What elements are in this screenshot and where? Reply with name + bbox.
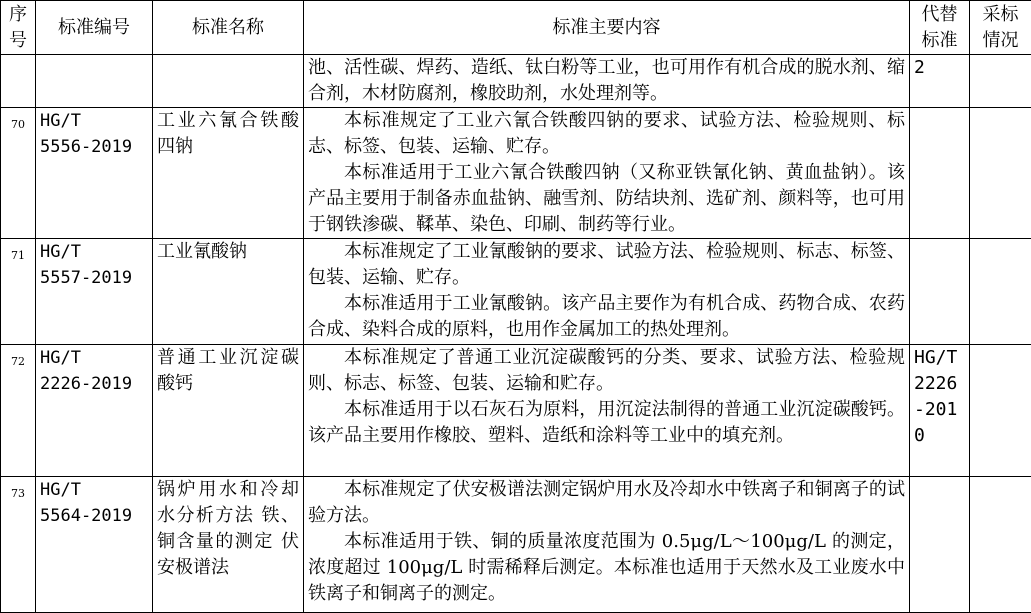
header-code: 标准编号 xyxy=(36,1,153,55)
header-seq: 序号 xyxy=(1,1,36,55)
table-row xyxy=(1,345,1031,477)
row-seq: 70 xyxy=(1,108,36,239)
row-content xyxy=(304,108,910,239)
row-name: 普通工业沉淀碳酸钙 xyxy=(153,345,304,477)
content-paragraph: 本标准适用于以石灰石为原料，用沉淀法制得的普通工业沉淀碳酸钙。该产品主要用作橡胶、塑料、造纸和涂料等工业中的填充剂。 xyxy=(308,397,905,449)
row-content xyxy=(304,239,910,345)
table-row xyxy=(1,477,1031,613)
row-adopted xyxy=(970,239,1031,345)
row-adopted xyxy=(970,55,1031,108)
table-row xyxy=(1,239,1031,345)
content-paragraph: 本标准适用于工业六氰合铁酸四钠（又称亚铁氰化钠、黄血盐钠）。该产品主要用于制备赤血盐钠、融雪剂、防结块剂、选矿剂、颜料等，也可用于钢铁渗碳、鞣革、染色、印刷、制药等行业。 xyxy=(308,160,905,238)
row-replaced: HG/T 2226 -2010 xyxy=(910,345,970,477)
row-name: 锅炉用水和冷却水分析方法 铁、铜含量的测定 伏安极谱法 xyxy=(153,477,304,613)
header-adopted: 采标情况 xyxy=(970,1,1031,55)
content-paragraph: 本标准规定了伏安极谱法测定锅炉用水及冷却水中铁离子和铜离子的试验方法。 xyxy=(308,477,905,529)
row-replaced xyxy=(910,477,970,613)
row-code xyxy=(36,55,153,108)
row-seq: 71 xyxy=(1,239,36,345)
row-seq: 73 xyxy=(1,477,36,613)
row-content xyxy=(304,477,910,613)
header-row xyxy=(1,1,1031,55)
table-row xyxy=(1,55,1031,108)
content-paragraph: 本标准适用于铁、铜的质量浓度范围为 0.5μg/L～100μg/L 的测定，浓度超过 100μg/L 时需稀释后测定。本标准也适用于天然水及工业废水中铁离子和铜离子的测定。 xyxy=(308,529,905,607)
row-name xyxy=(153,55,304,108)
content-paragraph: 本标准适用于工业氰酸钠。该产品主要作为有机合成、药物合成、农药合成、染料合成的原料，也用作金属加工的热处理剂。 xyxy=(308,291,905,343)
row-adopted xyxy=(970,477,1031,613)
row-seq xyxy=(1,55,36,108)
row-replaced: 2 xyxy=(910,55,970,108)
row-adopted xyxy=(970,108,1031,239)
header-name: 标准名称 xyxy=(153,1,304,55)
row-code: HG/T 2226-2019 xyxy=(36,345,153,477)
row-code: HG/T 5557-2019 xyxy=(36,239,153,345)
header-replaced: 代替标准 xyxy=(910,1,970,55)
content-paragraph: 本标准规定了工业六氰合铁酸四钠的要求、试验方法、检验规则、标志、标签、包装、运输、贮存。 xyxy=(308,108,905,160)
content-paragraph: 池、活性碳、焊药、造纸、钛白粉等工业，也可用作有机合成的脱水剂、缩合剂，木材防腐剂，橡胶助剂，水处理剂等。 xyxy=(308,55,905,107)
row-code: HG/T 5556-2019 xyxy=(36,108,153,239)
row-replaced xyxy=(910,108,970,239)
row-code: HG/T 5564-2019 xyxy=(36,477,153,613)
header-content: 标准主要内容 xyxy=(304,1,910,55)
row-name: 工业六氰合铁酸四钠 xyxy=(153,108,304,239)
table-row xyxy=(1,108,1031,239)
row-content xyxy=(304,345,910,477)
row-replaced xyxy=(910,239,970,345)
content-paragraph: 本标准规定了普通工业沉淀碳酸钙的分类、要求、试验方法、检验规则、标志、标签、包装、运输和贮存。 xyxy=(308,345,905,397)
row-adopted xyxy=(970,345,1031,477)
row-name: 工业氰酸钠 xyxy=(153,239,304,345)
row-seq: 72 xyxy=(1,345,36,477)
row-content xyxy=(304,55,910,108)
content-paragraph: 本标准规定了工业氰酸钠的要求、试验方法、检验规则、标志、标签、包装、运输、贮存。 xyxy=(308,239,905,291)
